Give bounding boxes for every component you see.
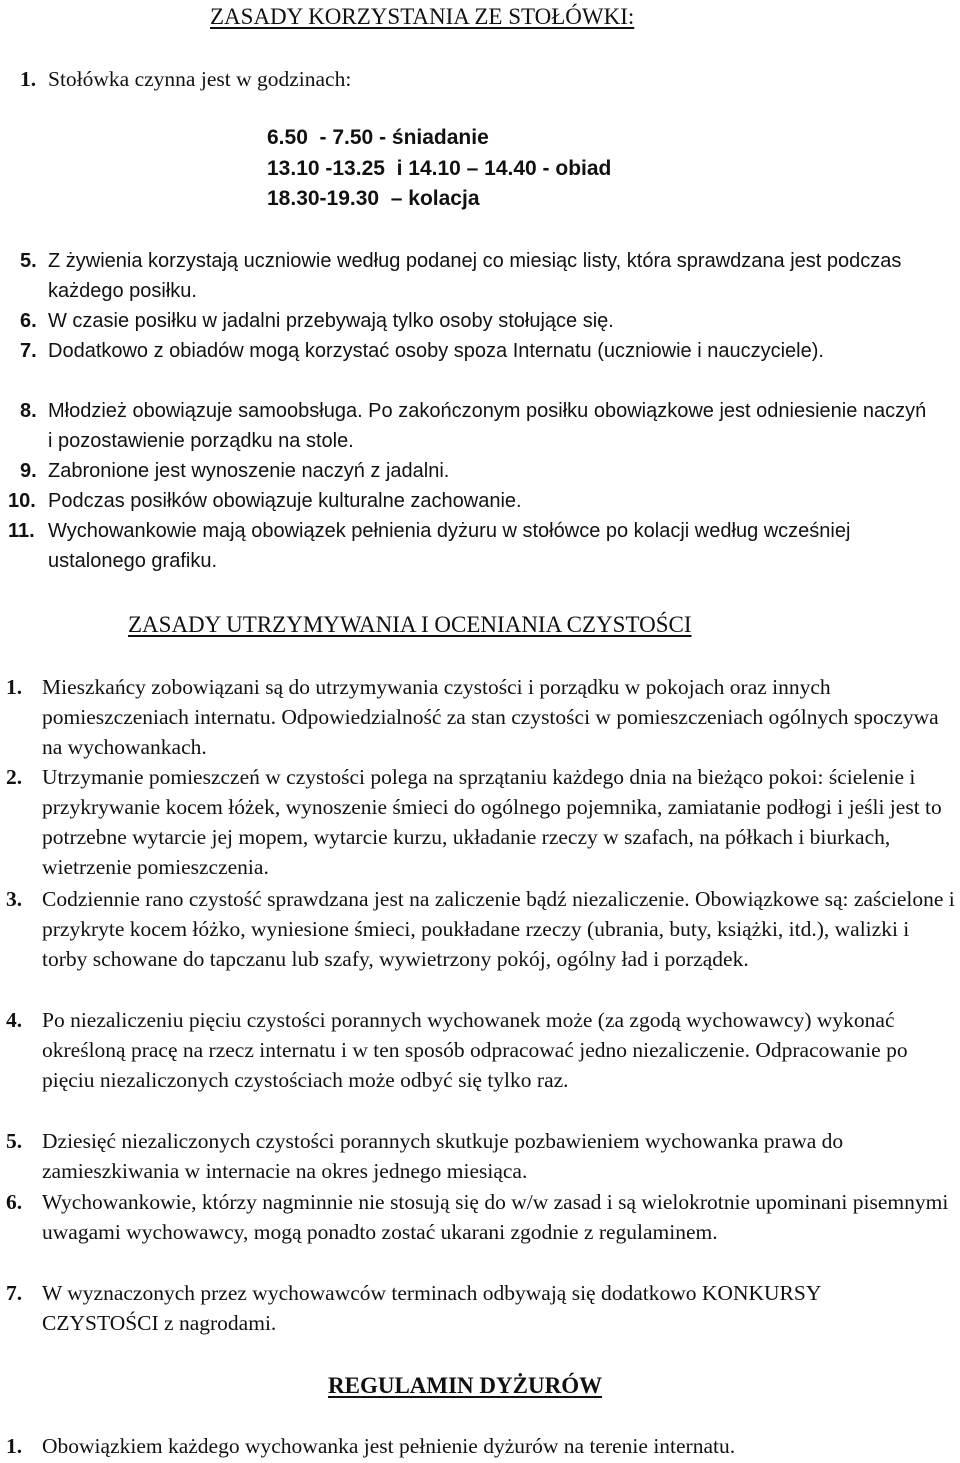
list-number: 3. bbox=[6, 887, 23, 911]
list-number: 1. bbox=[6, 1434, 23, 1458]
list-number: 8. bbox=[20, 400, 37, 422]
list-text: Utrzymanie pomieszczeń w czystości polega na sprzątaniu każdego dnia na bieżąco pokoi: ścielenie i przykrywanie kocem łóżek, wynoszenie śmieci do ogólnego pojemnika, zamiatanie podłogi i jeśli jest to potrzebne wytarcie jej mopem, wytarcie kurzu, układanie rzeczy w szafach, na półkach i biurkach, wietrzenie pomieszczenia. bbox=[42, 765, 942, 879]
list-number: 2. bbox=[6, 765, 23, 789]
list-number: 7. bbox=[6, 1281, 23, 1305]
list-text: Wychowankowie, którzy nagminnie nie stosują się do w/w zasad i są wielokrotnie upominani pisemnymi uwagami wychowawcy, mogą ponadto zostać ukarani zgodnie z regulaminem. bbox=[42, 1190, 949, 1244]
list-number: 6. bbox=[6, 1190, 23, 1214]
list-text: W wyznaczonych przez wychowawców terminach odbywają się dodatkowo KONKURSY CZYSTOŚCI z nagrodami. bbox=[42, 1281, 821, 1335]
list-text: Stołówka czynna jest w godzinach: bbox=[48, 67, 352, 91]
list-text: Dodatkowo z obiadów mogą korzystać osoby spoza Internatu (uczniowie i nauczyciele). bbox=[48, 340, 824, 362]
list-text: Dziesięć niezaliczonych czystości porannych skutkuje pozbawieniem wychowanka prawa do zamieszkiwania w internacie na okres jednego miesiąca. bbox=[42, 1129, 844, 1183]
list-number: 5. bbox=[6, 1129, 23, 1153]
list-number: 9. bbox=[20, 460, 37, 482]
page-title: ZASADY KORZYSTANIA ZE STOŁÓWKI: bbox=[210, 4, 635, 29]
opening-hours bbox=[267, 123, 611, 215]
list-text: Z żywienia korzystają uczniowie według podanej co miesiąc listy, która sprawdzana jest podczas każdego posiłku. bbox=[48, 250, 902, 302]
list-number: 10. bbox=[8, 490, 36, 512]
list-text: Codziennie rano czystość sprawdzana jest na zaliczenie bądź niezaliczenie. Obowiązkowe są: zaścielone i przykryte kocem łóżko, wyniesione śmieci, poukładane rzeczy (ubrania, buty, książki, itd.), walizki i torby schowane do tapczanu lub szafy, wywietrzony pokój, ogólny ład i porządek. bbox=[42, 887, 955, 971]
list-number: 6. bbox=[20, 310, 37, 332]
list-number: 5. bbox=[20, 250, 37, 272]
list-number: 11. bbox=[8, 520, 35, 542]
list-number: 1. bbox=[20, 67, 37, 91]
list-text: Podczas posiłków obowiązuje kulturalne zachowanie. bbox=[48, 490, 522, 512]
list-text: W czasie posiłku w jadalni przebywają tylko osoby stołujące się. bbox=[48, 310, 614, 332]
list-text: Obowiązkiem każdego wychowanka jest pełnienie dyżurów na terenie internatu. bbox=[42, 1434, 736, 1458]
hours-lunch: 13.10 -13.25 i 14.10 – 14.40 - obiad bbox=[267, 156, 612, 180]
list-text: Po niezaliczeniu pięciu czystości porannych wychowanek może (za zgodą wychowawcy) wykonać określoną pracę na rzecz internatu i w ten sposób odpracować jedno niezaliczenie. Odpracowanie po pięciu niezaliczonych czystościach może odbyć się tylko raz. bbox=[42, 1008, 908, 1092]
hours-dinner: 18.30-19.30 – kolacja bbox=[267, 187, 480, 210]
section-heading: ZASADY UTRZYMYWANIA I OCENIANIA CZYSTOŚCI bbox=[128, 612, 692, 637]
list-number: 7. bbox=[20, 340, 37, 362]
list-text: Młodzież obowiązuje samoobsługa. Po zakończonym posiłku obowiązkowe jest odniesienie naczyń i pozostawienie porządku na stole. bbox=[48, 400, 927, 452]
list-text: Zabronione jest wynoszenie naczyń z jadalni. bbox=[48, 460, 450, 482]
hours-breakfast: 6.50 - 7.50 - śniadanie bbox=[267, 126, 489, 149]
section-heading: REGULAMIN DYŻURÓW bbox=[328, 1373, 603, 1398]
list-number: 1. bbox=[6, 675, 23, 699]
list-text: Mieszkańcy zobowiązani są do utrzymywania czystości i porządku w pokojach oraz innych pomieszczeniach internatu. Odpowiedzialność za stan czystości w pomieszczeniach ogólnych spoczywa na wychowankach. bbox=[42, 675, 939, 759]
list-text: Wychowankowie mają obowiązek pełnienia dyżuru w stołówce po kolacji według wcześniej ustalonego grafiku. bbox=[48, 520, 851, 572]
list-number: 4. bbox=[6, 1008, 23, 1032]
